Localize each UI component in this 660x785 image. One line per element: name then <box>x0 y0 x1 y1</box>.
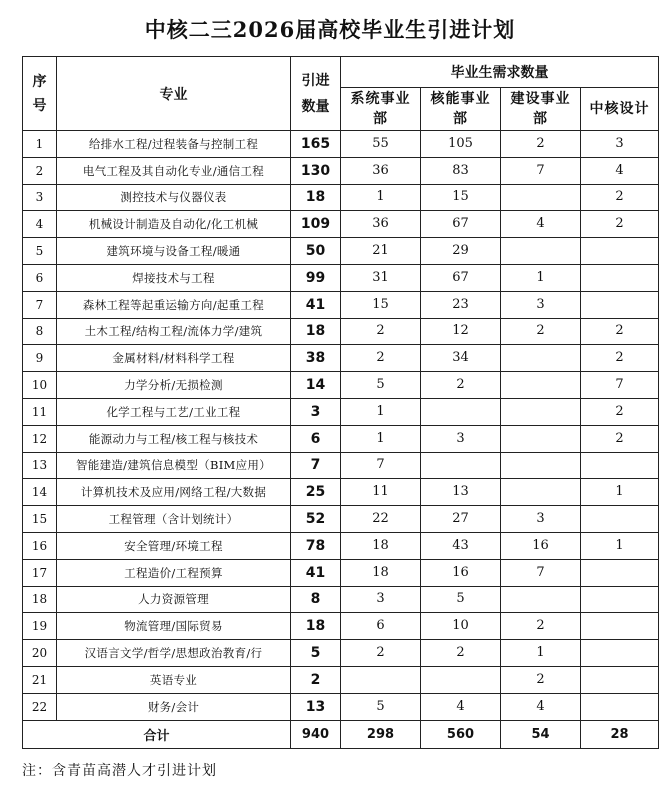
row-dept-2: 43 <box>421 532 501 559</box>
row-dept-1: 7 <box>341 452 421 479</box>
row-dept-4 <box>581 640 659 667</box>
row-dept-4: 1 <box>581 479 659 506</box>
row-total: 109 <box>291 211 341 238</box>
total-dept-1: 298 <box>341 720 421 748</box>
table-row <box>23 372 659 399</box>
row-dept-3 <box>501 184 581 211</box>
row-dept-4: 2 <box>581 398 659 425</box>
row-total: 14 <box>291 372 341 399</box>
row-major: 建筑环境与设备工程/暖通 <box>57 238 291 265</box>
row-dept-4: 2 <box>581 425 659 452</box>
row-dept-3: 3 <box>501 291 581 318</box>
row-dept-1: 15 <box>341 291 421 318</box>
row-major: 汉语言文学/哲学/思想政治教育/行 <box>57 640 291 667</box>
row-dept-1: 18 <box>341 532 421 559</box>
row-dept-3 <box>501 372 581 399</box>
table-row <box>23 211 659 238</box>
table-row <box>23 131 659 158</box>
row-dept-4: 7 <box>581 372 659 399</box>
row-total: 38 <box>291 345 341 372</box>
row-dept-4 <box>581 291 659 318</box>
row-dept-2 <box>421 452 501 479</box>
row-dept-3 <box>501 479 581 506</box>
row-dept-3 <box>501 586 581 613</box>
header-total <box>291 57 341 131</box>
row-dept-4 <box>581 506 659 533</box>
row-total: 52 <box>291 506 341 533</box>
row-dept-2 <box>421 398 501 425</box>
total-row <box>23 720 659 748</box>
row-index: 6 <box>23 264 57 291</box>
header-total-label: 引进数量 <box>301 72 330 115</box>
row-dept-3: 2 <box>501 613 581 640</box>
row-major: 测控技术与仪器仪表 <box>57 184 291 211</box>
row-dept-4 <box>581 666 659 693</box>
row-dept-2: 23 <box>421 291 501 318</box>
table-row <box>23 318 659 345</box>
page-title: 中核二三2026届高校毕业生引进计划 <box>144 17 516 42</box>
table-row <box>23 532 659 559</box>
row-total: 7 <box>291 452 341 479</box>
row-dept-2: 2 <box>421 640 501 667</box>
row-total: 3 <box>291 398 341 425</box>
row-dept-2: 16 <box>421 559 501 586</box>
row-index: 19 <box>23 613 57 640</box>
table-row <box>23 559 659 586</box>
row-index: 7 <box>23 291 57 318</box>
row-total: 50 <box>291 238 341 265</box>
row-dept-1: 21 <box>341 238 421 265</box>
row-index: 22 <box>23 693 57 720</box>
row-index: 14 <box>23 479 57 506</box>
row-dept-3: 2 <box>501 666 581 693</box>
row-dept-3: 2 <box>501 318 581 345</box>
row-dept-2: 83 <box>421 157 501 184</box>
row-major: 电气工程及其自动化专业/通信工程 <box>57 157 291 184</box>
row-major: 土木工程/结构工程/流体力学/建筑 <box>57 318 291 345</box>
row-dept-1: 22 <box>341 506 421 533</box>
row-index: 18 <box>23 586 57 613</box>
row-dept-3: 1 <box>501 264 581 291</box>
row-dept-2: 105 <box>421 131 501 158</box>
row-dept-2: 5 <box>421 586 501 613</box>
row-dept-3: 3 <box>501 506 581 533</box>
row-index: 16 <box>23 532 57 559</box>
row-dept-2: 27 <box>421 506 501 533</box>
table-row <box>23 586 659 613</box>
row-dept-1: 5 <box>341 693 421 720</box>
row-major: 物流管理/国际贸易 <box>57 613 291 640</box>
row-dept-3: 7 <box>501 559 581 586</box>
row-dept-4: 2 <box>581 211 659 238</box>
header-dept-2-label: 核能事业部 <box>430 91 491 127</box>
row-total: 41 <box>291 559 341 586</box>
row-dept-3: 4 <box>501 211 581 238</box>
row-major: 工程管理（含计划统计） <box>57 506 291 533</box>
header-dept-2 <box>421 88 501 131</box>
total-dept-3: 54 <box>501 720 581 748</box>
row-index: 20 <box>23 640 57 667</box>
row-major: 英语专业 <box>57 666 291 693</box>
row-dept-2: 34 <box>421 345 501 372</box>
recruitment-table <box>22 56 659 749</box>
row-dept-2: 4 <box>421 693 501 720</box>
row-dept-3: 1 <box>501 640 581 667</box>
row-dept-1: 36 <box>341 157 421 184</box>
row-dept-4: 2 <box>581 345 659 372</box>
row-index: 8 <box>23 318 57 345</box>
row-total: 18 <box>291 184 341 211</box>
row-dept-3 <box>501 238 581 265</box>
table-row <box>23 291 659 318</box>
row-total: 6 <box>291 425 341 452</box>
row-index: 1 <box>23 131 57 158</box>
row-index: 9 <box>23 345 57 372</box>
row-major: 工程造价/工程预算 <box>57 559 291 586</box>
row-dept-3: 4 <box>501 693 581 720</box>
header-dept-3-label: 建设事业部 <box>510 91 571 127</box>
table-row <box>23 640 659 667</box>
row-dept-2: 2 <box>421 372 501 399</box>
row-dept-2: 15 <box>421 184 501 211</box>
row-major: 财务/会计 <box>57 693 291 720</box>
row-dept-1: 5 <box>341 372 421 399</box>
total-dept-4: 28 <box>581 720 659 748</box>
header-index-label: 序号 <box>32 73 47 114</box>
row-total: 99 <box>291 264 341 291</box>
header-dept-1 <box>341 88 421 131</box>
row-dept-1: 2 <box>341 318 421 345</box>
table-row <box>23 666 659 693</box>
row-index: 4 <box>23 211 57 238</box>
row-total: 25 <box>291 479 341 506</box>
row-dept-3 <box>501 452 581 479</box>
row-dept-4: 2 <box>581 184 659 211</box>
row-index: 11 <box>23 398 57 425</box>
row-major: 计算机技术及应用/网络工程/大数据 <box>57 479 291 506</box>
row-index: 3 <box>23 184 57 211</box>
table-row <box>23 479 659 506</box>
row-total: 78 <box>291 532 341 559</box>
row-dept-2: 67 <box>421 264 501 291</box>
row-dept-1: 1 <box>341 184 421 211</box>
row-total: 18 <box>291 318 341 345</box>
row-dept-4 <box>581 452 659 479</box>
row-dept-2 <box>421 666 501 693</box>
row-total: 13 <box>291 693 341 720</box>
row-major: 化学工程与工艺/工业工程 <box>57 398 291 425</box>
row-dept-1: 2 <box>341 345 421 372</box>
row-total: 18 <box>291 613 341 640</box>
row-index: 21 <box>23 666 57 693</box>
row-major: 给排水工程/过程装备与控制工程 <box>57 131 291 158</box>
row-dept-1: 6 <box>341 613 421 640</box>
row-dept-1: 31 <box>341 264 421 291</box>
total-sum: 940 <box>291 720 341 748</box>
row-major: 森林工程等起重运输方向/起重工程 <box>57 291 291 318</box>
row-dept-1: 3 <box>341 586 421 613</box>
row-index: 5 <box>23 238 57 265</box>
header-index <box>23 57 57 131</box>
row-dept-1: 2 <box>341 640 421 667</box>
row-dept-2: 29 <box>421 238 501 265</box>
table-row <box>23 157 659 184</box>
table-body <box>23 131 659 721</box>
row-index: 17 <box>23 559 57 586</box>
row-major: 安全管理/环境工程 <box>57 532 291 559</box>
header-dept-3 <box>501 88 581 131</box>
header-demand: 毕业生需求数量 <box>341 57 659 88</box>
table-row <box>23 613 659 640</box>
row-dept-2: 13 <box>421 479 501 506</box>
row-dept-4 <box>581 693 659 720</box>
row-major: 力学分析/无损检测 <box>57 372 291 399</box>
row-dept-2: 3 <box>421 425 501 452</box>
total-dept-2: 560 <box>421 720 501 748</box>
row-dept-1: 1 <box>341 398 421 425</box>
table-row <box>23 184 659 211</box>
row-total: 130 <box>291 157 341 184</box>
row-dept-2: 67 <box>421 211 501 238</box>
total-label: 合计 <box>23 720 291 748</box>
row-total: 8 <box>291 586 341 613</box>
row-total: 2 <box>291 666 341 693</box>
row-index: 15 <box>23 506 57 533</box>
row-dept-4: 1 <box>581 532 659 559</box>
header-dept-4-label: 中核设计 <box>589 101 650 117</box>
table-row <box>23 506 659 533</box>
row-index: 12 <box>23 425 57 452</box>
header-dept-4 <box>581 88 659 131</box>
row-dept-4 <box>581 264 659 291</box>
row-major: 智能建造/建筑信息模型（BIM应用） <box>57 452 291 479</box>
header-major: 专业 <box>57 57 291 131</box>
table-row <box>23 238 659 265</box>
row-index: 10 <box>23 372 57 399</box>
row-dept-3: 2 <box>501 131 581 158</box>
row-dept-1 <box>341 666 421 693</box>
row-dept-1: 1 <box>341 425 421 452</box>
row-major: 能源动力与工程/核工程与核技术 <box>57 425 291 452</box>
row-major: 机械设计制造及自动化/化工机械 <box>57 211 291 238</box>
row-dept-1: 36 <box>341 211 421 238</box>
row-dept-4: 4 <box>581 157 659 184</box>
row-dept-1: 55 <box>341 131 421 158</box>
table-row <box>23 398 659 425</box>
row-dept-3: 7 <box>501 157 581 184</box>
row-dept-2: 12 <box>421 318 501 345</box>
row-dept-3 <box>501 425 581 452</box>
row-major: 人力资源管理 <box>57 586 291 613</box>
row-dept-4: 2 <box>581 318 659 345</box>
row-total: 41 <box>291 291 341 318</box>
row-dept-4 <box>581 559 659 586</box>
row-dept-1: 18 <box>341 559 421 586</box>
row-dept-3 <box>501 345 581 372</box>
table-row <box>23 425 659 452</box>
row-dept-4: 3 <box>581 131 659 158</box>
footnote: 注：含青苗高潜人才引进计划 <box>22 763 217 779</box>
row-total: 5 <box>291 640 341 667</box>
row-dept-3: 16 <box>501 532 581 559</box>
row-total: 165 <box>291 131 341 158</box>
row-major: 焊接技术与工程 <box>57 264 291 291</box>
table-row <box>23 452 659 479</box>
row-dept-2: 10 <box>421 613 501 640</box>
row-dept-4 <box>581 586 659 613</box>
row-dept-1: 11 <box>341 479 421 506</box>
table-row <box>23 264 659 291</box>
row-dept-3 <box>501 398 581 425</box>
row-dept-4 <box>581 613 659 640</box>
row-major: 金属材料/材料科学工程 <box>57 345 291 372</box>
row-dept-4 <box>581 238 659 265</box>
row-index: 13 <box>23 452 57 479</box>
table-row <box>23 693 659 720</box>
row-index: 2 <box>23 157 57 184</box>
header-dept-1-label: 系统事业部 <box>350 91 411 127</box>
table-row <box>23 345 659 372</box>
